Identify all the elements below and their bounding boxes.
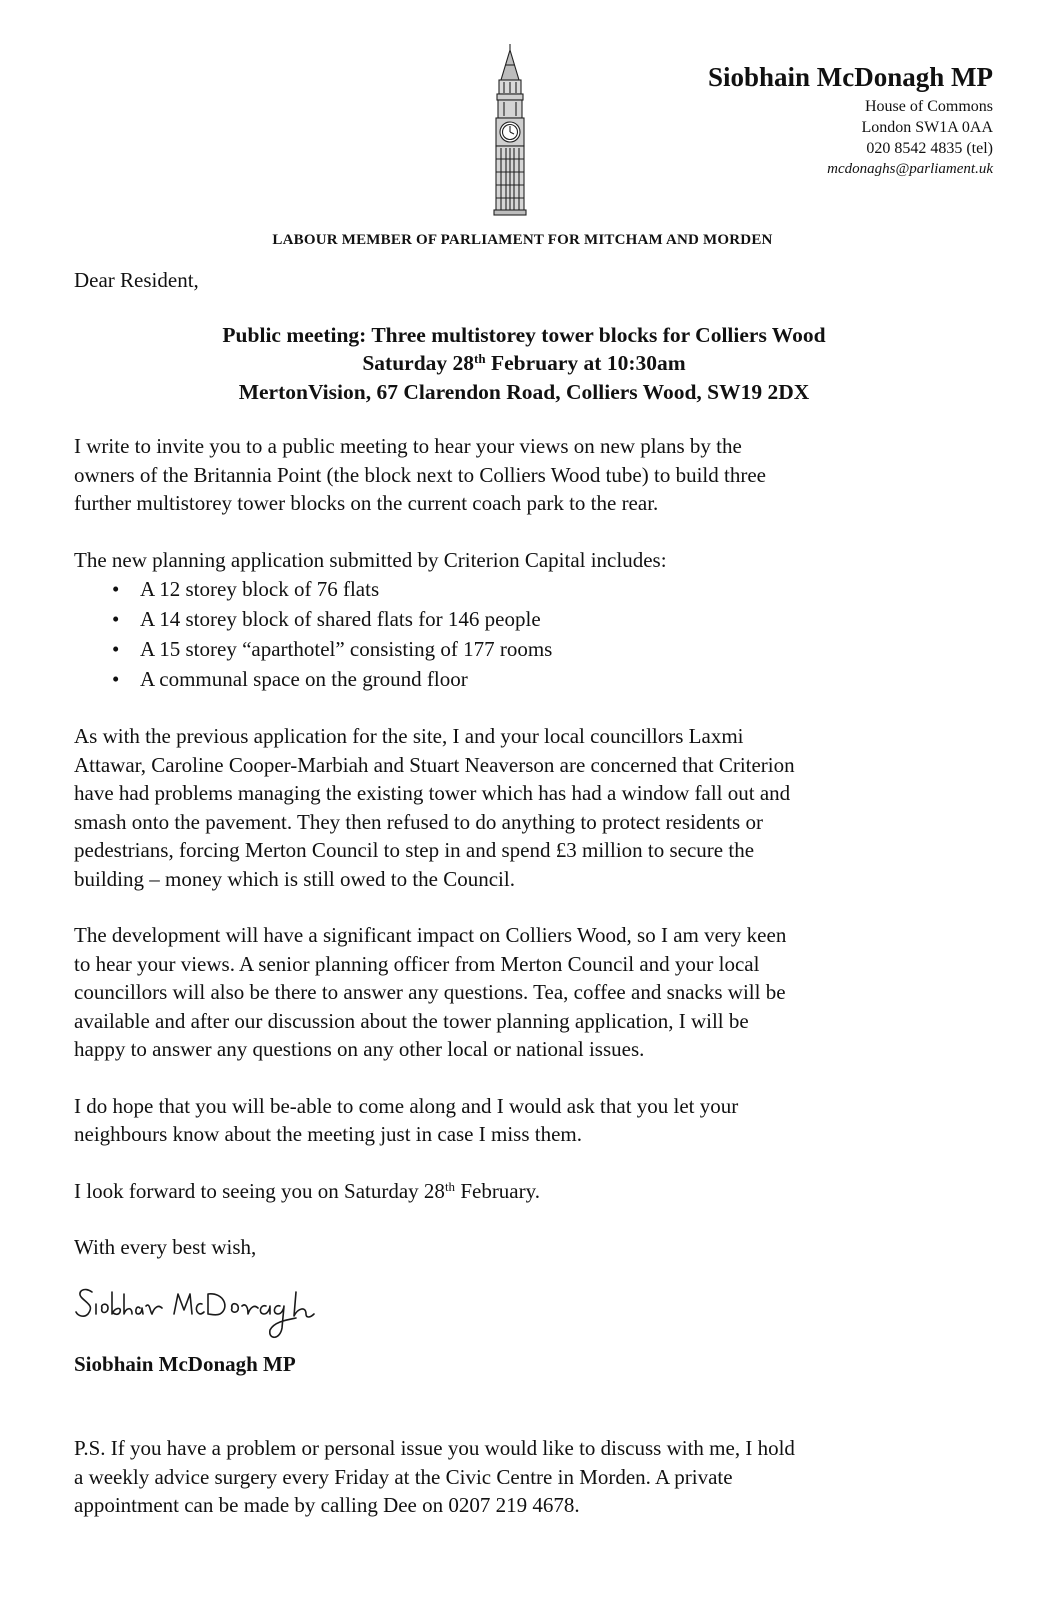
impact-line: to hear your views. A senior planning officer from Merton Council and your local	[74, 951, 760, 976]
handwritten-signature	[74, 1278, 334, 1344]
list-item-text: A 15 storey “aparthotel” consisting of 177 rooms	[140, 637, 553, 661]
closing: With every best wish,	[74, 1235, 257, 1259]
sender-phone: 020 8542 4835 (tel)	[866, 140, 993, 157]
application-intro: The new planning application submitted by Criterion Capital includes:	[74, 547, 667, 572]
forward-post: February.	[455, 1178, 541, 1203]
meeting-date-pre: Saturday 28	[362, 351, 475, 375]
ps-line: appointment can be made by calling Dee on 0207 219 4678.	[74, 1493, 580, 1517]
concern-line: have had problems managing the existing tower which has had a window fall out and	[74, 781, 791, 805]
list-item	[74, 574, 984, 604]
impact-line: councillors will also be there to answer any questions. Tea, coffee and snacks will be	[74, 980, 786, 1004]
bullet-icon: •	[112, 607, 120, 631]
forward-sup: th	[444, 1178, 456, 1194]
hope-line: neighbours know about the meeting just in case I miss them.	[74, 1122, 582, 1146]
ps-line: a weekly advice surgery every Friday at the Civic Centre in Morden. A private	[74, 1464, 733, 1489]
list-item-text: A 14 storey block of shared flats for 146 people	[140, 607, 541, 631]
sender-address-line-1: House of Commons	[865, 98, 993, 115]
impact-line: available and after our discussion about the tower planning application, I will be	[74, 1008, 749, 1033]
sender-name: Siobhain McDonagh MP	[707, 62, 993, 92]
meeting-date-sup: th	[474, 351, 486, 366]
list-item-text: A 12 storey block of 76 flats	[140, 577, 380, 601]
list-item	[74, 664, 984, 694]
list-item-text: A communal space on the ground floor	[140, 667, 468, 691]
big-ben-icon	[484, 44, 536, 216]
forward-paragraph	[74, 1177, 984, 1206]
meeting-venue: MertonVision, 67 Clarendon Road, Colliers Wood, SW19 2DX	[238, 379, 810, 404]
forward-pre: I look forward to seeing you on Saturday 28	[74, 1178, 445, 1203]
letter-body	[74, 266, 984, 1520]
signer-name: Siobhain McDonagh MP	[74, 1351, 296, 1376]
concern-line: As with the previous application for the site, I and your local councillors Laxmi	[74, 724, 744, 748]
meeting-date	[74, 349, 974, 378]
concern-line: Attawar, Caroline Cooper-Marbiah and Stuart Neaverson are concerned that Criterion	[74, 752, 795, 777]
intro-line: further multistorey tower blocks on the current coach park to the rear.	[74, 491, 659, 515]
bullet-icon: •	[112, 577, 120, 601]
impact-paragraph	[74, 921, 984, 1064]
hope-line: I do hope that you will be-able to come along and I would ask that you let your	[74, 1093, 739, 1118]
sender-address-line-2: London SW1A 0AA	[861, 119, 993, 136]
meeting-date-post: February at 10:30am	[485, 351, 686, 375]
intro-paragraph	[74, 432, 984, 518]
concern-line: pedestrians, forcing Merton Council to step in and spend £3 million to secure the	[74, 838, 755, 862]
meeting-details	[74, 321, 974, 407]
ps-paragraph	[74, 1434, 984, 1520]
concern-line: smash onto the pavement. They then refused to do anything to protect residents or	[74, 809, 763, 834]
ps-line: P.S. If you have a problem or personal issue you would like to discuss with me, I hold	[74, 1436, 795, 1460]
list-item	[74, 634, 984, 664]
concern-line: building – money which is still owed to the Council.	[74, 866, 515, 891]
impact-line: happy to answer any questions on any other local or national issues.	[74, 1037, 645, 1061]
sender-block	[708, 60, 993, 180]
impact-line: The development will have a significant impact on Colliers Wood, so I am very keen	[74, 923, 787, 947]
list-item	[74, 604, 984, 634]
bullet-icon: •	[112, 667, 120, 691]
hope-paragraph	[74, 1092, 984, 1149]
concern-paragraph	[74, 722, 984, 893]
party-line: LABOUR MEMBER OF PARLIAMENT FOR MITCHAM AND MORDEN	[272, 232, 773, 248]
sender-email: mcdonaghs@parliament.uk	[827, 161, 993, 177]
bullet-icon: •	[112, 637, 120, 661]
intro-line: I write to invite you to a public meeting to hear your views on new plans by the	[74, 434, 742, 458]
intro-line: owners of the Britannia Point (the block next to Colliers Wood tube) to build three	[74, 462, 766, 487]
salutation: Dear Resident,	[74, 268, 199, 292]
meeting-title: Public meeting: Three multistorey tower blocks for Colliers Wood	[222, 322, 826, 347]
application-list	[74, 574, 984, 694]
